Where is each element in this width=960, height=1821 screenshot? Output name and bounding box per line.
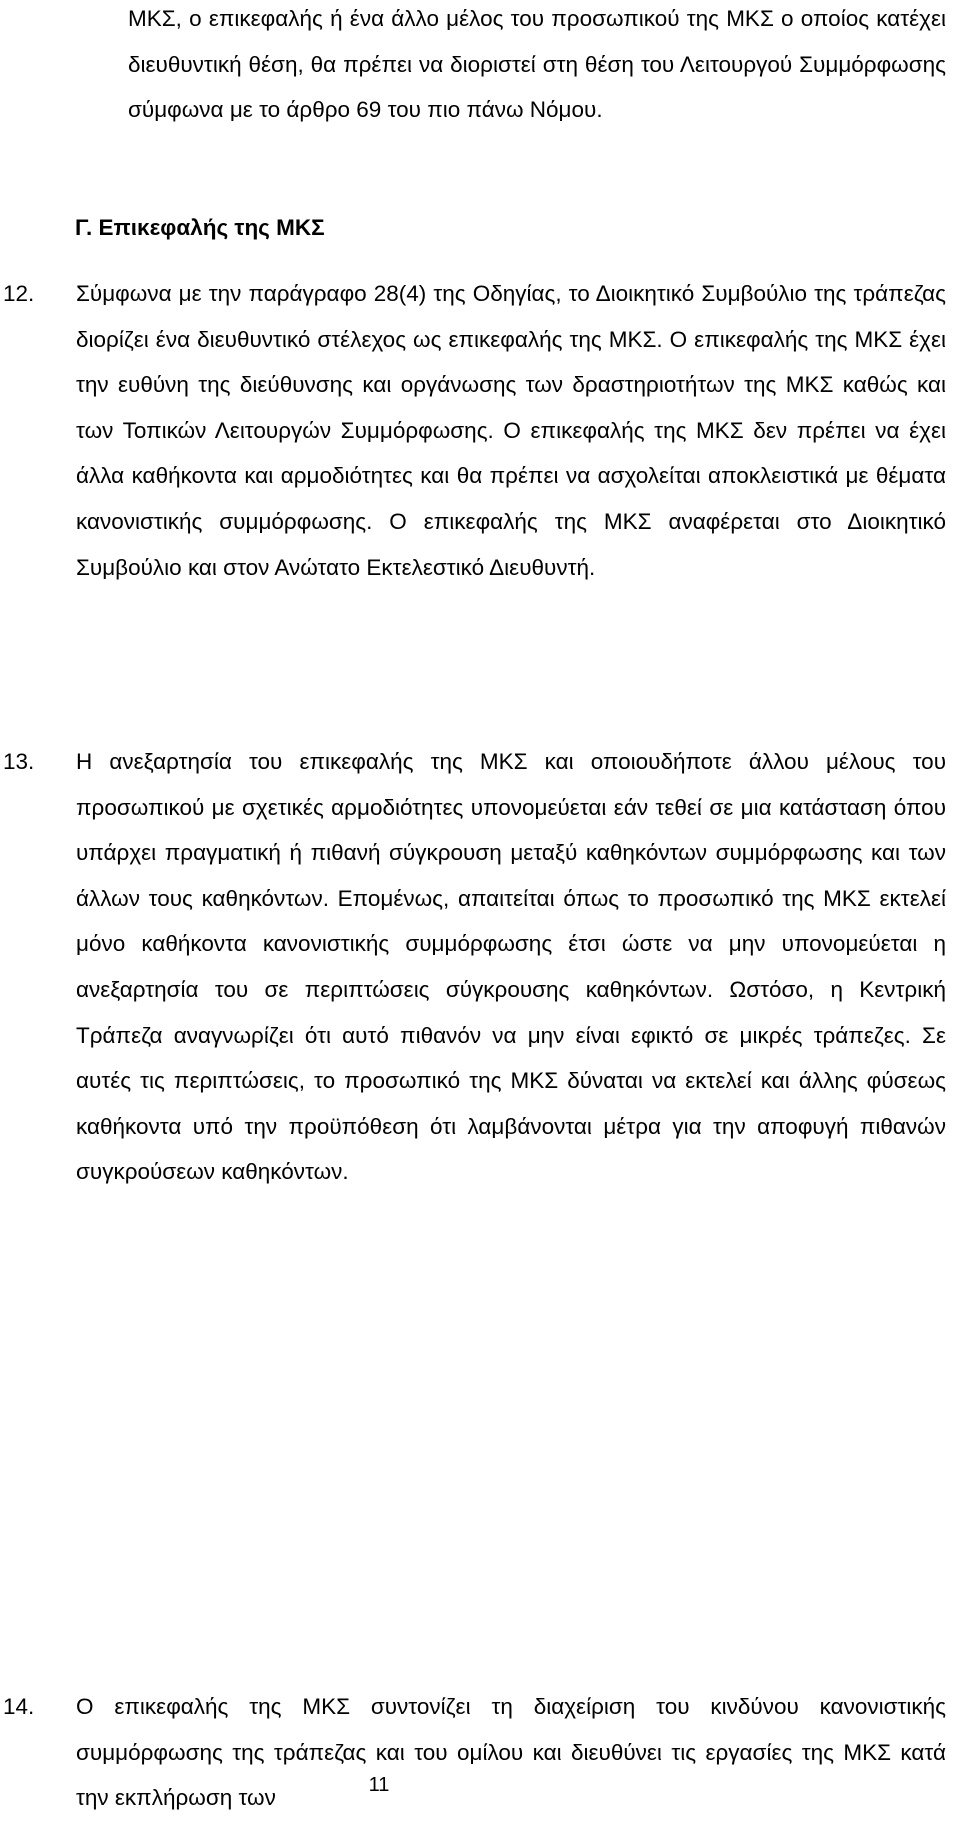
intro-paragraph: ΜΚΣ, ο επικεφαλής ή ένα άλλο μέλος του προσωπικού της ΜΚΣ ο οποίος κατέχει διευθυντική θέση, θα πρέπει να διοριστεί στη θέση του Λειτουργού Συμμόρφωσης σύμφωνα με το άρθρο 69 του πιο πάνω Νόμου. xyxy=(128,6,946,123)
paragraph-14: Ο επικεφαλής της ΜΚΣ συντονίζει τη διαχείριση του κινδύνου κανονιστικής συμμόρφωσης της τράπεζας και του ομίλου και διευθύνει τις εργασίες της ΜΚΣ κατά την εκπλήρωση των xyxy=(76,1694,946,1811)
page-number-footer xyxy=(0,1771,960,1799)
paragraph-number: 12. xyxy=(3,281,35,306)
paragraph-number: 13. xyxy=(3,749,35,774)
paragraph-12: Σύμφωνα με την παράγραφο 28(4) της Οδηγίας, το Διοικητικό Συμβούλιο της τράπεζας διορίζει ένα διευθυντικό στέλεχος ως επικεφαλής της ΜΚΣ. Ο επικεφαλής της ΜΚΣ έχει την ευθύνη της διεύθυνσης και οργάνωσης των δραστηριοτήτων της ΜΚΣ καθώς και των Τοπικών Λειτουργών Συμμόρφωσης. Ο επικεφαλής της ΜΚΣ δεν πρέπει να έχει άλλα καθήκοντα και αρμοδιότητες και θα πρέπει να ασχολείται αποκλειστικά με θέματα κανονιστικής συμμόρφωσης. Ο επικεφαλής της ΜΚΣ αναφέρεται στο Διοικητικό Συμβούλιο και στον Ανώτατο Εκτελεστικό Διευθυντή. xyxy=(76,281,946,580)
paragraph-number: 14. xyxy=(3,1694,35,1719)
section-heading: Γ. Επικεφαλής της ΜΚΣ xyxy=(75,215,325,240)
page-number: 11 xyxy=(368,1774,390,1796)
paragraph-13: Η ανεξαρτησία του επικεφαλής της ΜΚΣ και οποιουδήποτε άλλου μέλους του προσωπικού με σχετικές αρμοδιότητες υπονομεύεται εάν τεθεί σε μια κατάσταση όπου υπάρχει πραγματική ή πιθανή σύγκρουση μεταξύ καθηκόντων συμμόρφωσης και των άλλων τους καθηκόντων. Επομένως, απαιτείται όπως το προσωπικό της ΜΚΣ εκτελεί μόνο καθήκοντα κανονιστικής συμμόρφωσης έτσι ώστε να μην υπονομεύεται η ανεξαρτησία του σε περιπτώσεις σύγκρουσης καθηκόντων. Ωστόσο, η Κεντρική Τράπεζα αναγνωρίζει ότι αυτό πιθανόν να μην είναι εφικτό σε μικρές τράπεζες. Σε αυτές τις περιπτώσεις, το προσωπικό της ΜΚΣ δύναται να εκτελεί και άλλης φύσεως καθήκοντα υπό την προϋπόθεση ότι λαμβάνονται μέτρα για την αποφυγή πιθανών συγκρούσεων καθηκόντων. xyxy=(76,749,946,1185)
